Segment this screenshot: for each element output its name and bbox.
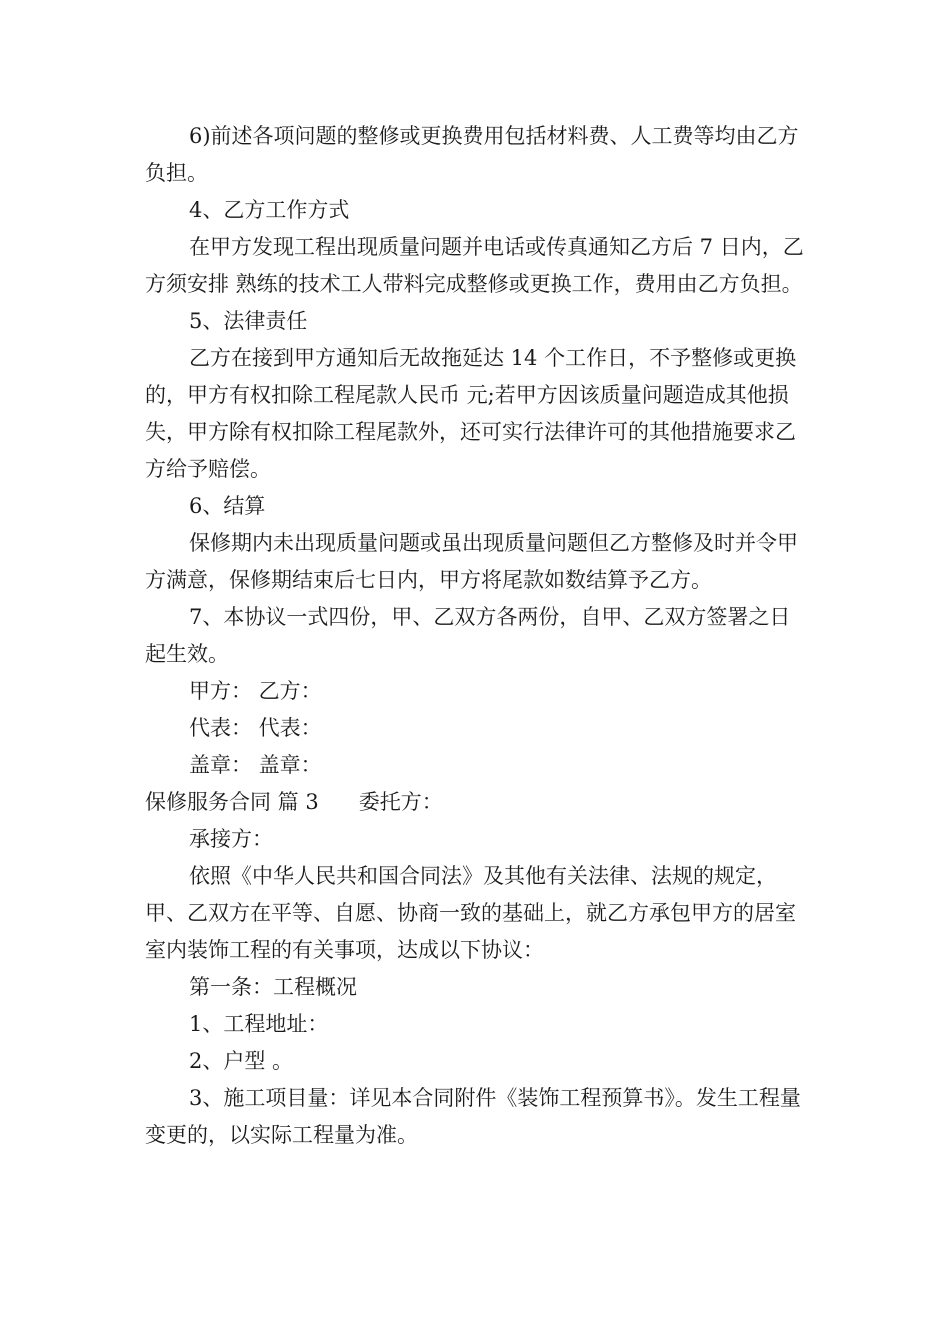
- paragraph-work-method: 在甲方发现工程出现质量问题并电话或传真通知乙方后 7 日内，乙方须安排 熟练的技术工人带料完成整修或更换工作，费用由乙方负担。: [145, 235, 804, 296]
- heading-article-one: 第一条：工程概况: [189, 975, 357, 999]
- section-title: 保修服务合同 篇 3: [145, 790, 319, 814]
- heading-work-method: 4、乙方工作方式: [189, 198, 350, 222]
- paragraph-settlement: 保修期内未出现质量问题或虽出现质量问题但乙方整修及时并令甲方满意，保修期结束后七日内，甲方将尾款如数结算予乙方。: [145, 531, 798, 592]
- section-client: 委托方：: [358, 790, 443, 814]
- item-project-address: 1、工程地址：: [189, 1012, 329, 1036]
- signature-parties: 甲方： 乙方：: [189, 679, 322, 703]
- document-page: [145, 118, 810, 1154]
- paragraph-legal-basis: 依照《中华人民共和国合同法》及其他有关法律、法规的规定，甲、乙双方在平等、自愿、协商一致的基础上，就乙方承包甲方的居室室内装饰工程的有关事项，达成以下协议：: [145, 864, 796, 962]
- section-heading: [145, 784, 810, 821]
- paragraph-legal-liability: 乙方在接到甲方通知后无故拖延达 14 个工作日，不予整修或更换的，甲方有权扣除工程尾款人民币 元;若甲方因该质量问题造成其他损失，甲方除有权扣除工程尾款外，还可实行法律许可的其他措施要求乙方给予赔偿。: [145, 346, 797, 481]
- signature-representatives: 代表： 代表：: [189, 716, 322, 740]
- heading-settlement: 6、结算: [189, 494, 266, 518]
- paragraph-contractor: 承接方：: [189, 827, 273, 851]
- signature-seals: 盖章： 盖章：: [189, 753, 322, 777]
- heading-legal-liability: 5、法律责任: [189, 309, 308, 333]
- paragraph-copies: 7、本协议一式四份，甲、乙双方各两份，自甲、乙双方签署之日起生效。: [145, 605, 791, 666]
- item-construction-quantity: 3、施工项目量：详见本合同附件《装饰工程预算书》。发生工程量变更的，以实际工程量为准。: [145, 1086, 801, 1147]
- item-layout: 2、户型 。: [189, 1049, 294, 1073]
- paragraph-repair-cost: 6)前述各项问题的整修或更换费用包括材料费、人工费等均由乙方负担。: [145, 124, 799, 185]
